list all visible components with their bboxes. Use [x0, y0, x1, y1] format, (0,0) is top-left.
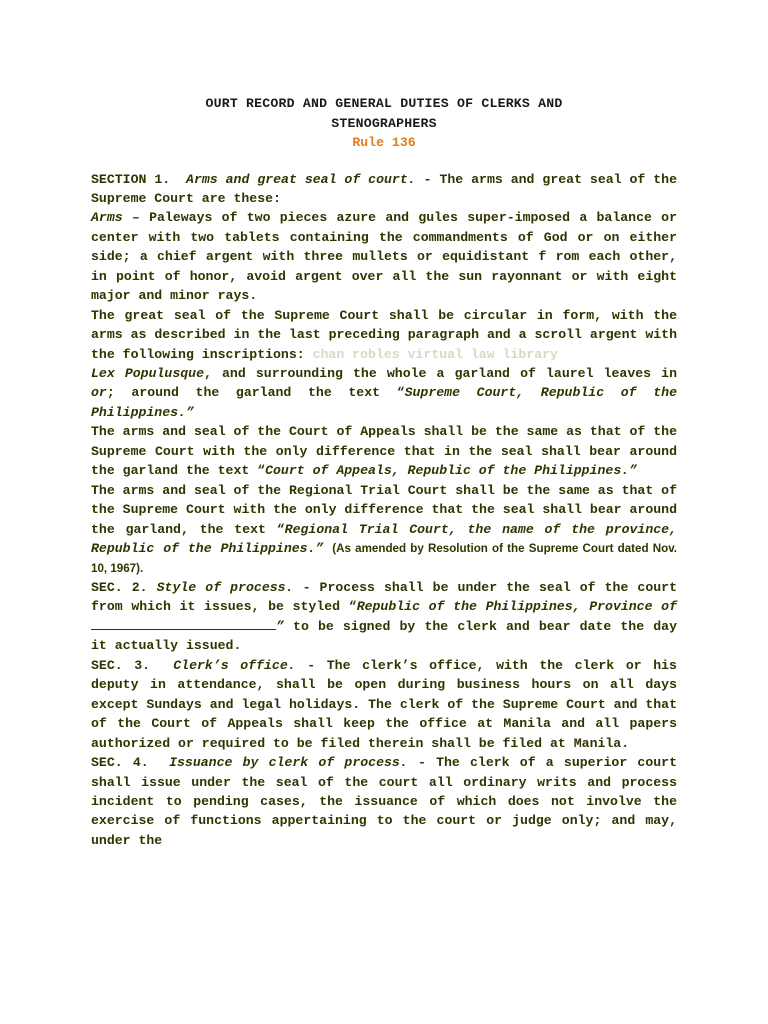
- lex-text-2: ; around the garland the text “: [106, 385, 405, 401]
- lex-text-1: , and surrounding the whole a garland of laurel leaves in: [204, 366, 678, 382]
- ca-text: The arms and seal of the Court of Appeals shall be the same as that of the Supreme Court with the only difference that in the seal shall bear around the garland the text “: [91, 424, 677, 479]
- arms-paragraph: [91, 208, 677, 305]
- section-3-paragraph: [91, 656, 677, 753]
- rtc-text: The arms and seal of the Regional Trial Court shall be the same as that of the Supreme Court with the only difference that the seal shall bear around the garland, the text “: [91, 482, 677, 537]
- lex-or: or: [91, 385, 107, 401]
- court-of-appeals-paragraph: [91, 422, 677, 480]
- section-2-paragraph: [91, 578, 677, 656]
- watermark-text: chan robles virtual law library: [312, 346, 558, 362]
- section-2-title: Style of process.: [156, 580, 294, 596]
- section-1-label: SECTION 1.: [91, 171, 171, 187]
- rule-number: Rule 136: [352, 135, 416, 150]
- section-4-label: SEC. 4.: [91, 755, 149, 771]
- document-page: [91, 94, 677, 850]
- lex-italic-2: Supreme Court, Republic of the Philippines.”: [91, 385, 677, 420]
- lex-italic: Lex Populusque: [91, 366, 204, 382]
- section-2-italic: Republic of the Philippines, Province of: [356, 599, 678, 615]
- section-1-title: Arms and great seal of court.: [186, 171, 416, 187]
- document-title: [91, 94, 677, 133]
- title-line-1: OURT RECORD AND GENERAL DUTIES OF CLERKS AND: [205, 96, 563, 111]
- section-4-title: Issuance by clerk of process.: [169, 755, 408, 771]
- section-1-text: - The arms and great seal of the Supreme Court are these:: [91, 171, 678, 206]
- section-3-title: Clerk’s office.: [173, 657, 296, 673]
- section-2-text-1: - Process shall be under the seal of the court from which it issues, be styled “: [91, 580, 677, 615]
- title-line-2: STENOGRAPHERS: [331, 115, 437, 131]
- document-body: [91, 170, 677, 851]
- section-3-label: SEC. 3.: [91, 657, 151, 673]
- arms-label: Arms: [91, 210, 123, 226]
- section-4-paragraph: [91, 753, 677, 850]
- section-2-label: SEC. 2.: [91, 580, 148, 596]
- rtc-italic: Regional Trial Court, the name of the province, Republic of the Philippines.”: [91, 521, 677, 557]
- section-1-paragraph: [91, 170, 677, 209]
- rtc-amendment-note: (As amended by Resolution of the Supreme Court dated Nov. 10, 1967).: [91, 542, 678, 575]
- rtc-paragraph: [91, 481, 677, 578]
- section-2-close-quote: ”: [276, 618, 284, 634]
- province-blank-line: [91, 618, 276, 630]
- seal-text: The great seal of the Supreme Court shall be circular in form, with the arms as described in the last preceding paragraph and a scroll argent with the following inscriptions:: [91, 307, 677, 362]
- section-3-text: - The clerk’s office, with the clerk or his deputy in attendance, shall be open during business hours on all days except Sundays and legal holidays. The clerk of the Supreme Court and that of the Court of Appeals shall keep the office at Manila and all papers authorized or required to be filed therein shall be filed at Manila.: [91, 657, 677, 751]
- section-2-text-2: to be signed by the clerk and bear date the day it actually issued.: [91, 618, 677, 654]
- ca-italic: Court of Appeals, Republic of the Philippines.”: [265, 463, 638, 479]
- arms-text: – Paleways of two pieces azure and gules super-imposed a balance or center with two tablets containing the commandments of God or on either side; a chief argent with three mullets or equidistant f rom each other, in point of honor, avoid argent over all the sun rayonnant or with eight major and minor rays.: [91, 210, 677, 304]
- lex-paragraph: [91, 364, 677, 422]
- seal-paragraph: [91, 306, 677, 364]
- section-4-text: - The clerk of a superior court shall issue under the seal of the court all ordinary writs and process incident to pending cases, the issuance of which does not involve the exercise of functions appertaining to the court or judge only; and may, under the: [91, 755, 677, 848]
